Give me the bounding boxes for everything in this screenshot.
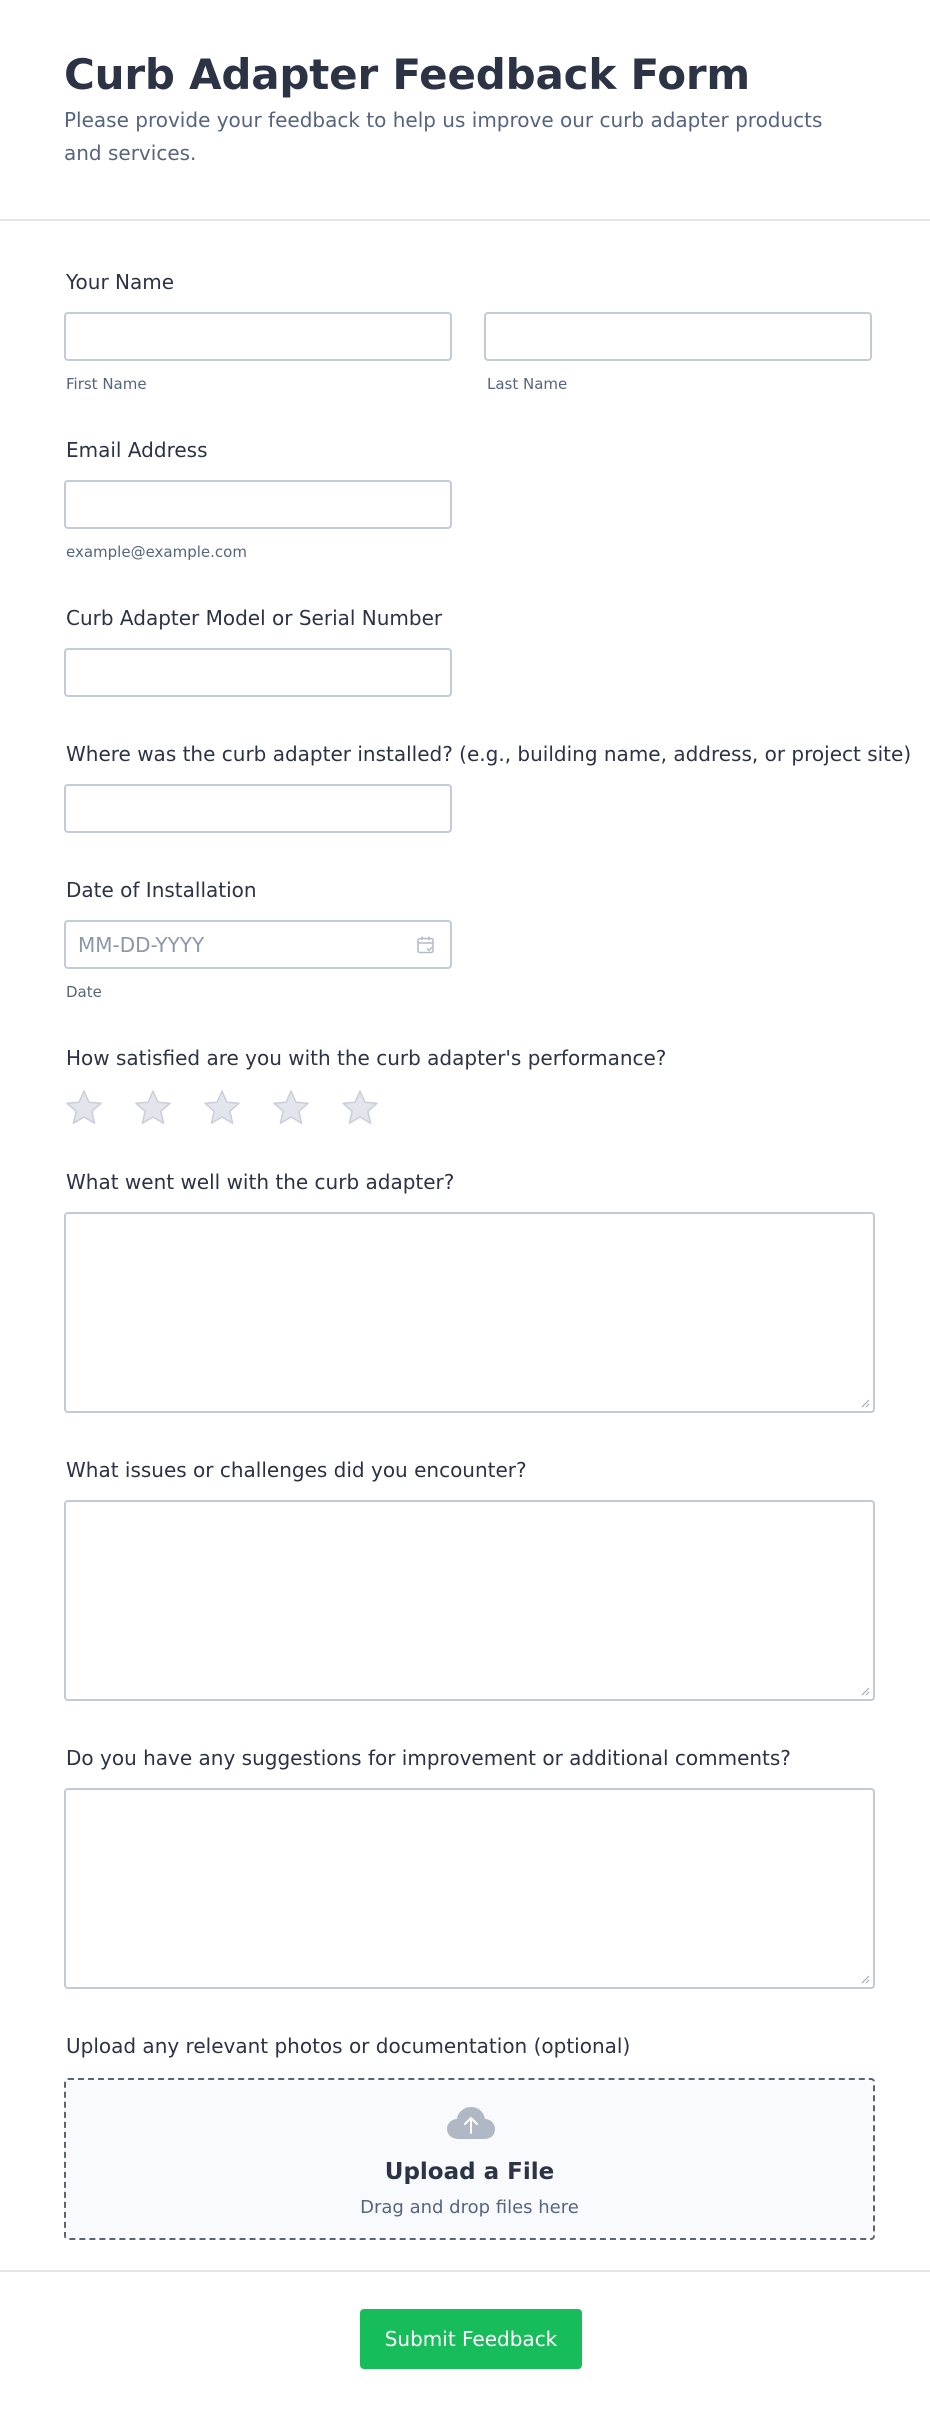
location-input[interactable] [64,784,452,833]
went-well-label: What went well with the curb adapter? [66,1170,455,1194]
date-placeholder: MM-DD-YYYY [78,933,205,957]
upload-title: Upload a File [384,2159,555,2185]
file-dropzone[interactable] [64,2078,875,2240]
form-title: Curb Adapter Feedback Form [64,50,750,99]
date-label: Date of Installation [66,878,257,902]
calendar-icon[interactable] [416,935,436,955]
star-icon[interactable] [64,1088,104,1128]
satisfaction-label: How satisfied are you with the curb adapter's performance? [66,1046,667,1070]
resize-grip-icon[interactable] [860,1686,870,1696]
email-field[interactable] [64,480,452,529]
went-well-textarea[interactable] [64,1212,875,1413]
star-icon[interactable] [202,1088,242,1128]
date-input[interactable] [64,920,452,969]
location-label: Where was the curb adapter installed? (e.g., building name, address, or project site) [66,742,912,766]
issues-label: What issues or challenges did you encounter? [66,1458,527,1482]
last-name-input[interactable] [484,312,872,361]
form-footer [0,2270,930,2418]
upload-label: Upload any relevant photos or documentation (optional) [66,2034,631,2058]
email-label: Email Address [66,438,208,462]
name-label: Your Name [66,270,175,294]
suggestions-textarea[interactable] [64,1788,875,1989]
date-sublabel: Date [66,983,102,1001]
model-label: Curb Adapter Model or Serial Number [66,606,443,630]
cloud-upload-icon [446,2105,496,2141]
issues-textarea[interactable] [64,1500,875,1701]
star-icon[interactable] [340,1088,380,1128]
last-name-sublabel: Last Name [487,375,568,393]
suggestions-label: Do you have any suggestions for improvement or additional comments? [66,1746,791,1770]
star-icon[interactable] [271,1088,311,1128]
star-icon[interactable] [133,1088,173,1128]
upload-subtitle: Drag and drop files here [360,2197,579,2218]
first-name-sublabel: First Name [66,375,147,393]
resize-grip-icon[interactable] [860,1974,870,1984]
form-subtitle: Please provide your feedback to help us improve our curb adapter products and services. [64,108,823,165]
first-name-input[interactable] [64,312,452,361]
email-sublabel: example@example.com [66,543,247,561]
resize-grip-icon[interactable] [860,1398,870,1408]
submit-button[interactable]: Submit Feedback [360,2309,582,2369]
form-header [0,0,930,221]
model-input[interactable] [64,648,452,697]
